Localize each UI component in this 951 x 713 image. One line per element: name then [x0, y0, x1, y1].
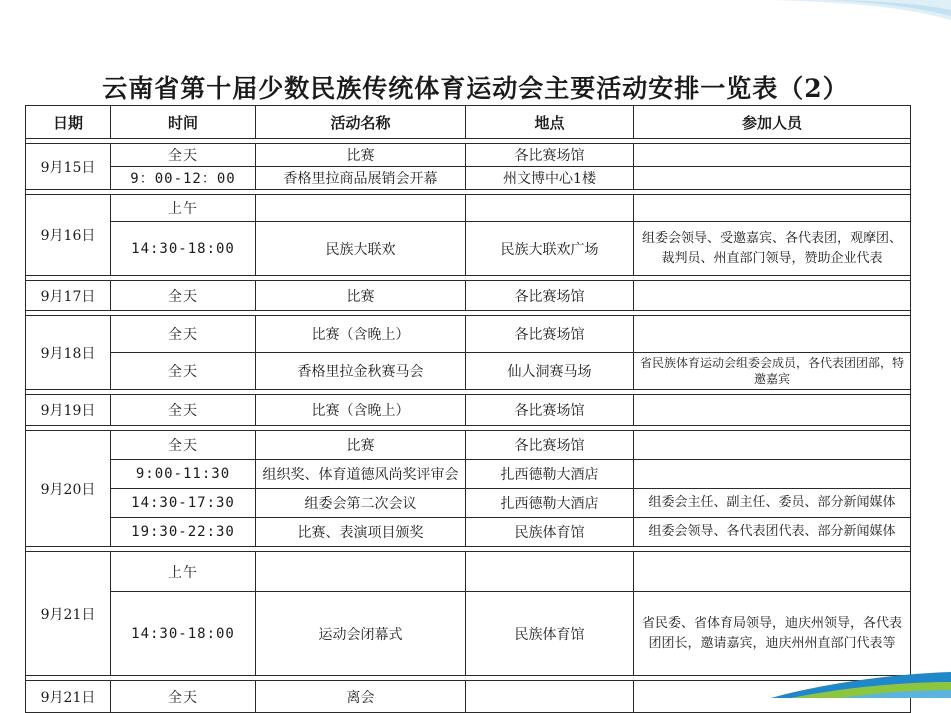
place-cell: 各比赛场馆 — [466, 395, 634, 426]
place-cell: 各比赛场馆 — [466, 431, 634, 460]
time-cell: 上午 — [111, 195, 256, 222]
people-cell — [634, 281, 911, 311]
date-cell: 9月16日 — [26, 195, 111, 276]
bottom-decorative-swoosh — [751, 658, 951, 698]
top-decorative-swoosh — [771, 0, 951, 24]
time-cell: 全天 — [111, 681, 256, 713]
place-cell: 各比赛场馆 — [466, 281, 634, 311]
place-cell — [466, 552, 634, 592]
schedule-body — [26, 139, 911, 713]
activity-cell: 比赛（含晚上） — [256, 395, 466, 426]
table-row — [26, 489, 911, 518]
activity-cell: 比赛 — [256, 144, 466, 167]
table-row — [26, 167, 911, 190]
date-cell: 9月21日 — [26, 552, 111, 676]
time-cell: 14:30-18:00 — [111, 592, 256, 676]
table-row — [26, 353, 911, 390]
schedule-table — [25, 105, 911, 713]
people-cell — [634, 552, 911, 592]
people-cell: 组委会领导、各代表团代表、部分新闻媒体 — [634, 518, 911, 547]
people-cell — [634, 316, 911, 353]
activity-cell: 比赛（含晚上） — [256, 316, 466, 353]
date-cell: 9月21日 — [26, 681, 111, 713]
time-cell: 上午 — [111, 552, 256, 592]
table-row — [26, 144, 911, 167]
header-date: 日期 — [26, 106, 111, 139]
time-cell: 全天 — [111, 144, 256, 167]
table-row — [26, 281, 911, 311]
time-cell: 全天 — [111, 395, 256, 426]
header-row — [26, 106, 911, 139]
place-cell: 民族大联欢广场 — [466, 222, 634, 276]
people-cell: 组委会领导、受邀嘉宾、各代表团，观摩团、裁判员、州直部门领导，赞助企业代表 — [634, 222, 911, 276]
people-cell: 省民族体育运动会组委会成员，各代表团团部，特邀嘉宾 — [634, 353, 911, 390]
table-row — [26, 552, 911, 592]
header-activity: 活动名称 — [256, 106, 466, 139]
time-cell: 14:30-18:00 — [111, 222, 256, 276]
place-cell: 扎西德勒大酒店 — [466, 460, 634, 489]
place-cell: 各比赛场馆 — [466, 144, 634, 167]
table-row — [26, 395, 911, 426]
activity-cell: 组委会第二次会议 — [256, 489, 466, 518]
place-cell: 州文博中心1楼 — [466, 167, 634, 190]
people-cell — [634, 460, 911, 489]
table-row — [26, 316, 911, 353]
header-place: 地点 — [466, 106, 634, 139]
place-cell — [466, 681, 634, 713]
table-row — [26, 460, 911, 489]
time-cell: 全天 — [111, 281, 256, 311]
date-cell: 9月18日 — [26, 316, 111, 390]
date-cell: 9月15日 — [26, 144, 111, 190]
activity-cell — [256, 552, 466, 592]
activity-cell: 组织奖、体育道德风尚奖评审会 — [256, 460, 466, 489]
date-cell: 9月19日 — [26, 395, 111, 426]
activity-cell: 香格里拉商品展销会开幕 — [256, 167, 466, 190]
place-cell: 民族体育馆 — [466, 518, 634, 547]
place-cell — [466, 195, 634, 222]
people-cell — [634, 395, 911, 426]
time-cell: 9:00-11:30 — [111, 460, 256, 489]
place-cell: 民族体育馆 — [466, 592, 634, 676]
date-cell: 9月17日 — [26, 281, 111, 311]
activity-cell: 比赛 — [256, 431, 466, 460]
activity-cell: 民族大联欢 — [256, 222, 466, 276]
table-row — [26, 431, 911, 460]
activity-cell: 香格里拉金秋赛马会 — [256, 353, 466, 390]
place-cell: 仙人洞赛马场 — [466, 353, 634, 390]
page-title: 云南省第十届少数民族传统体育运动会主要活动安排一览表（2） — [102, 73, 849, 103]
people-cell: 组委会主任、副主任、委员、部分新闻媒体 — [634, 489, 911, 518]
people-cell — [634, 431, 911, 460]
activity-cell: 运动会闭幕式 — [256, 592, 466, 676]
place-cell: 各比赛场馆 — [466, 316, 634, 353]
time-cell: 全天 — [111, 316, 256, 353]
header-time: 时间 — [111, 106, 256, 139]
time-cell: 9：00-12：00 — [111, 167, 256, 190]
activity-cell — [256, 195, 466, 222]
time-cell: 19:30-22:30 — [111, 518, 256, 547]
place-cell: 扎西德勒大酒店 — [466, 489, 634, 518]
table-row — [26, 518, 911, 547]
activity-cell: 比赛 — [256, 281, 466, 311]
activity-cell: 离会 — [256, 681, 466, 713]
header-people: 参加人员 — [634, 106, 911, 139]
table-row — [26, 195, 911, 222]
table-row — [26, 222, 911, 276]
people-cell — [634, 195, 911, 222]
people-cell: 省民委、省体育局领导，迪庆州领导，各代表团团长，邀请嘉宾，迪庆州州直部门代表等 — [634, 592, 911, 676]
time-cell: 全天 — [111, 431, 256, 460]
people-cell — [634, 144, 911, 167]
time-cell: 14:30-17:30 — [111, 489, 256, 518]
date-cell: 9月20日 — [26, 431, 111, 547]
people-cell — [634, 167, 911, 190]
time-cell: 全天 — [111, 353, 256, 390]
activity-cell: 比赛、表演项目颁奖 — [256, 518, 466, 547]
